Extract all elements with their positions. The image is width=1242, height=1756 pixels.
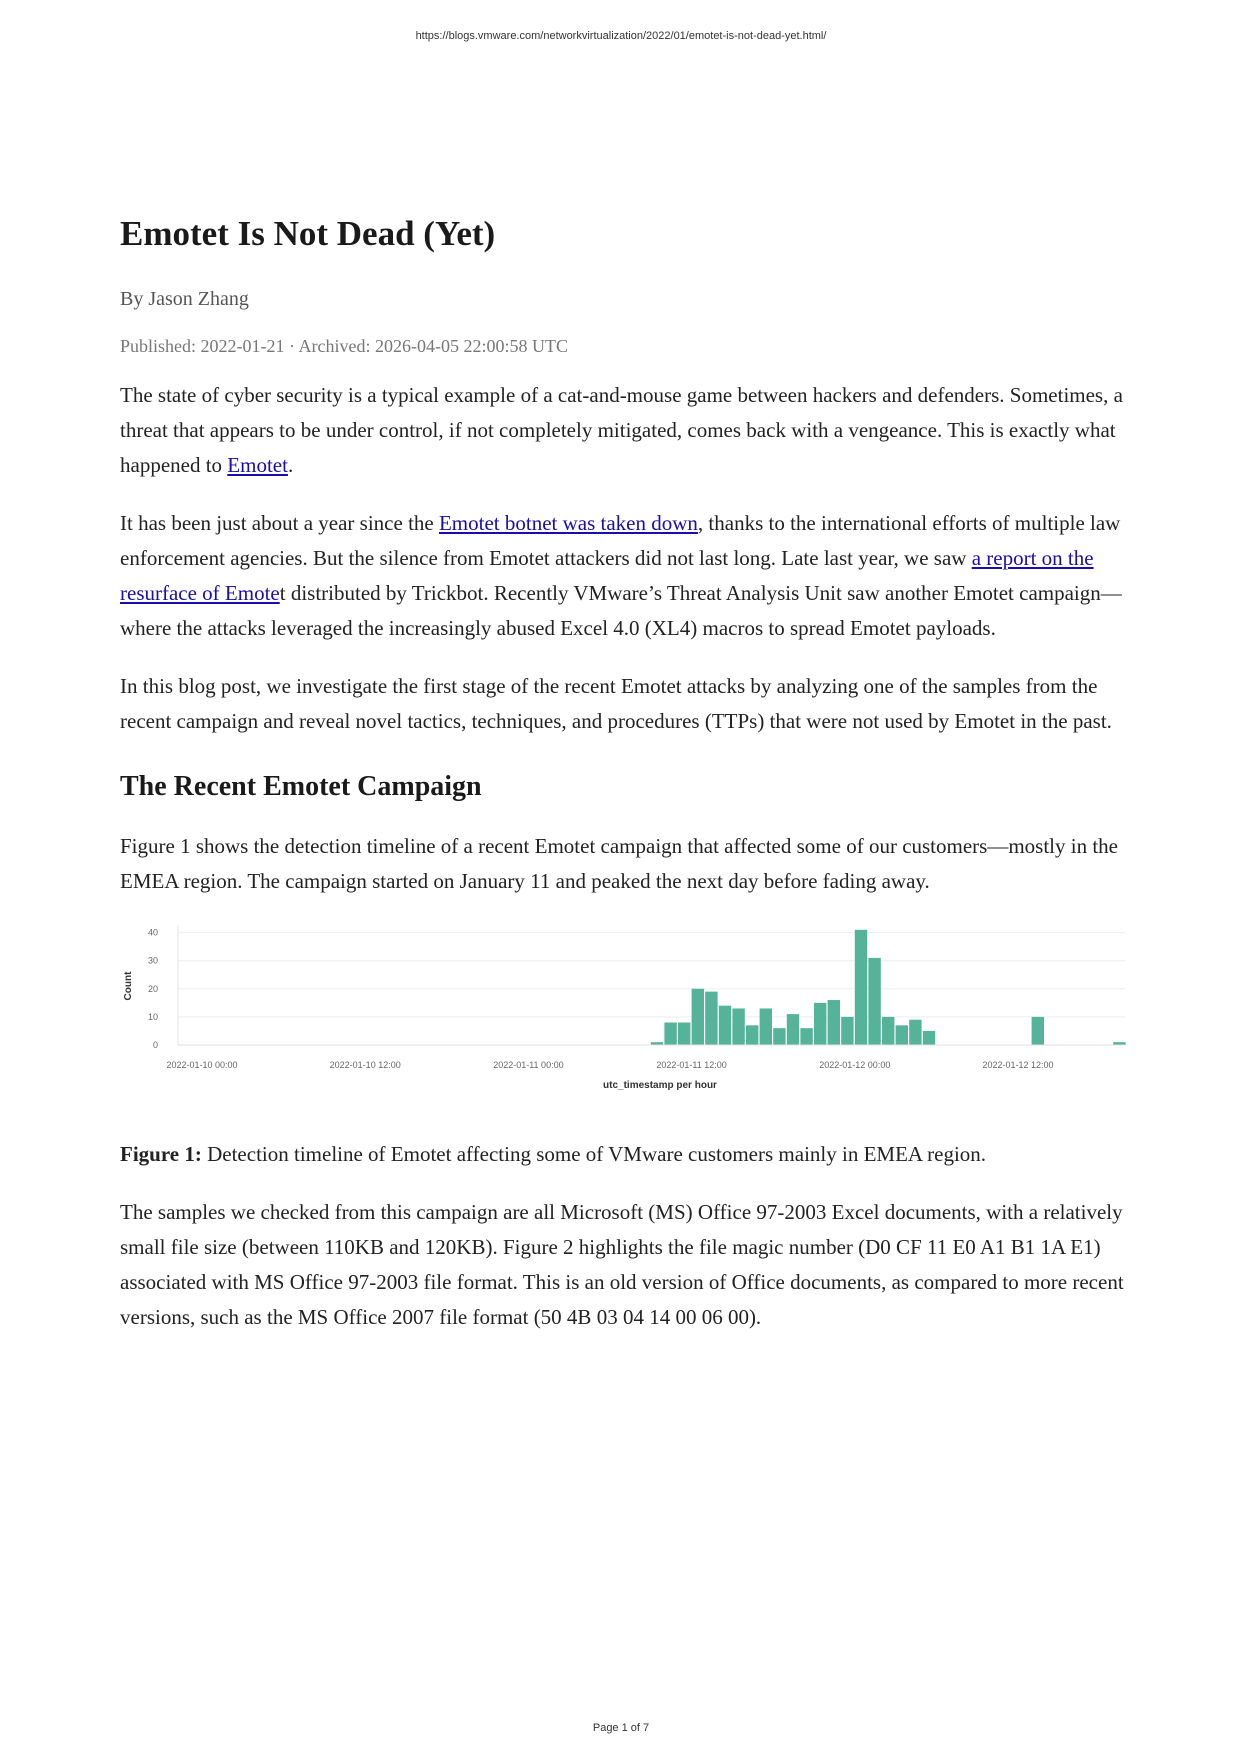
chart-bar bbox=[855, 930, 867, 1045]
chart-bar bbox=[773, 1028, 785, 1045]
chart-bar bbox=[664, 1023, 676, 1045]
chart-bar bbox=[787, 1014, 799, 1045]
paragraph-intro bbox=[120, 378, 1130, 483]
x-tick-label: 2022-01-12 12:00 bbox=[982, 1060, 1054, 1070]
x-tick-label: 2022-01-12 00:00 bbox=[819, 1060, 891, 1070]
figure-caption-label: Figure 1: bbox=[120, 1142, 202, 1166]
paragraph-text: t distributed by Trickbot. Recently VMware’s Threat Analysis Unit saw another Emotet campaign—where the attacks leveraged the increasingly abused Excel 4.0 (XL4) macros to spread Emotet payloads. bbox=[120, 581, 1122, 640]
chart-bar bbox=[732, 1008, 744, 1045]
chart-bar bbox=[746, 1025, 758, 1045]
y-tick-label: 0 bbox=[152, 1040, 158, 1050]
chart-bar bbox=[678, 1023, 690, 1045]
chart-bar bbox=[923, 1031, 935, 1045]
paragraph-takedown bbox=[120, 506, 1130, 646]
figure-caption bbox=[120, 1137, 1130, 1172]
paragraph-text: It has been just about a year since the bbox=[120, 511, 439, 535]
chart-bar bbox=[719, 1006, 731, 1045]
chart-gridlines bbox=[178, 933, 1125, 1045]
figure-caption-text: Detection timeline of Emotet affecting some of VMware customers mainly in EMEA region. bbox=[201, 1142, 987, 1166]
article-byline: By Jason Zhang bbox=[120, 288, 249, 310]
y-tick-label: 10 bbox=[147, 1011, 158, 1022]
x-tick-label: 2022-01-11 12:00 bbox=[656, 1060, 727, 1070]
y-axis-title: Count bbox=[123, 971, 134, 1001]
chart-bar bbox=[705, 992, 717, 1045]
chart-bar bbox=[692, 989, 704, 1045]
x-tick-label: 2022-01-10 12:00 bbox=[329, 1060, 401, 1070]
chart-bar bbox=[828, 1000, 840, 1045]
chart-bar bbox=[882, 1017, 894, 1045]
chart-bar bbox=[814, 1003, 826, 1045]
y-tick-label: 40 bbox=[147, 927, 158, 938]
chart-bar bbox=[868, 958, 880, 1045]
chart-svg bbox=[120, 921, 1130, 1101]
chart-bar bbox=[841, 1017, 853, 1045]
paragraph-figure-intro: Figure 1 shows the detection timeline of a recent Emotet campaign that affected some of our customers—mostly in the EMEA region. The campaign started on January 11 and peaked the next day before fading away. bbox=[120, 834, 1119, 893]
botnet-takedown-link[interactable]: Emotet botnet was taken down bbox=[438, 511, 698, 535]
paragraph-text: The state of cyber security is a typical example of a cat-and-mouse game between hackers and defenders. Sometimes, a threat that appears to be under control, if not completely mitigated, comes back with a vengeance. This is exactly what happened to bbox=[120, 383, 1123, 477]
page-number: Page 1 of 7 bbox=[592, 1722, 650, 1734]
article-meta: Published: 2022-01-21 · Archived: 2026-04-05 22:00:58 UTC bbox=[120, 336, 568, 356]
emotet-link[interactable]: Emotet bbox=[227, 453, 288, 477]
page-url-header: https://blogs.vmware.com/networkvirtualization/2022/01/emotet-is-not-dead-yet.html/ bbox=[415, 30, 827, 42]
article-title: Emotet Is Not Dead (Yet) bbox=[120, 214, 496, 253]
paragraph-text: , thanks to the international efforts of multiple law enforcement agencies. But the silence from Emotet attackers did not last long. Late last year, we saw bbox=[120, 511, 1121, 570]
chart-bars bbox=[651, 930, 1126, 1045]
chart-bar bbox=[896, 1025, 908, 1045]
section-heading: The Recent Emotet Campaign bbox=[120, 771, 482, 802]
chart-axes bbox=[123, 925, 1125, 1091]
paragraph-investigation: In this blog post, we investigate the first stage of the recent Emotet attacks by analyzing one of the samples from the recent campaign and reveal novel tactics, techniques, and procedures (TTPs) that were not used by Emotet in the past. bbox=[120, 674, 1112, 733]
detection-timeline-chart bbox=[120, 921, 1130, 1101]
x-tick-label: 2022-01-10 00:00 bbox=[166, 1060, 238, 1070]
article bbox=[120, 212, 1130, 1335]
y-tick-label: 20 bbox=[147, 983, 158, 994]
paragraph-text: . bbox=[287, 453, 294, 477]
chart-bar bbox=[800, 1028, 812, 1045]
x-tick-label: 2022-01-11 00:00 bbox=[493, 1060, 564, 1070]
resurface-report-link[interactable]: a report on the resurface of Emote bbox=[120, 546, 1094, 605]
x-axis-title: utc_timestamp per hour bbox=[603, 1080, 717, 1091]
paragraph-samples: The samples we checked from this campaign are all Microsoft (MS) Office 97-2003 Excel documents, with a relatively small file size (between 110KB and 120KB). Figure 2 highlights the file magic number (D0 CF 11 E0 A1 B1 1A E1) associated with MS Office 97-2003 file format. This is an old version of Office documents, as compared to more recent versions, such as the MS Office 2007 file format (50 4B 03 04 14 00 06 00). bbox=[120, 1200, 1124, 1329]
chart-bar bbox=[760, 1008, 772, 1045]
chart-bar bbox=[1032, 1017, 1044, 1045]
y-tick-label: 30 bbox=[147, 955, 158, 966]
chart-bar bbox=[909, 1020, 921, 1045]
